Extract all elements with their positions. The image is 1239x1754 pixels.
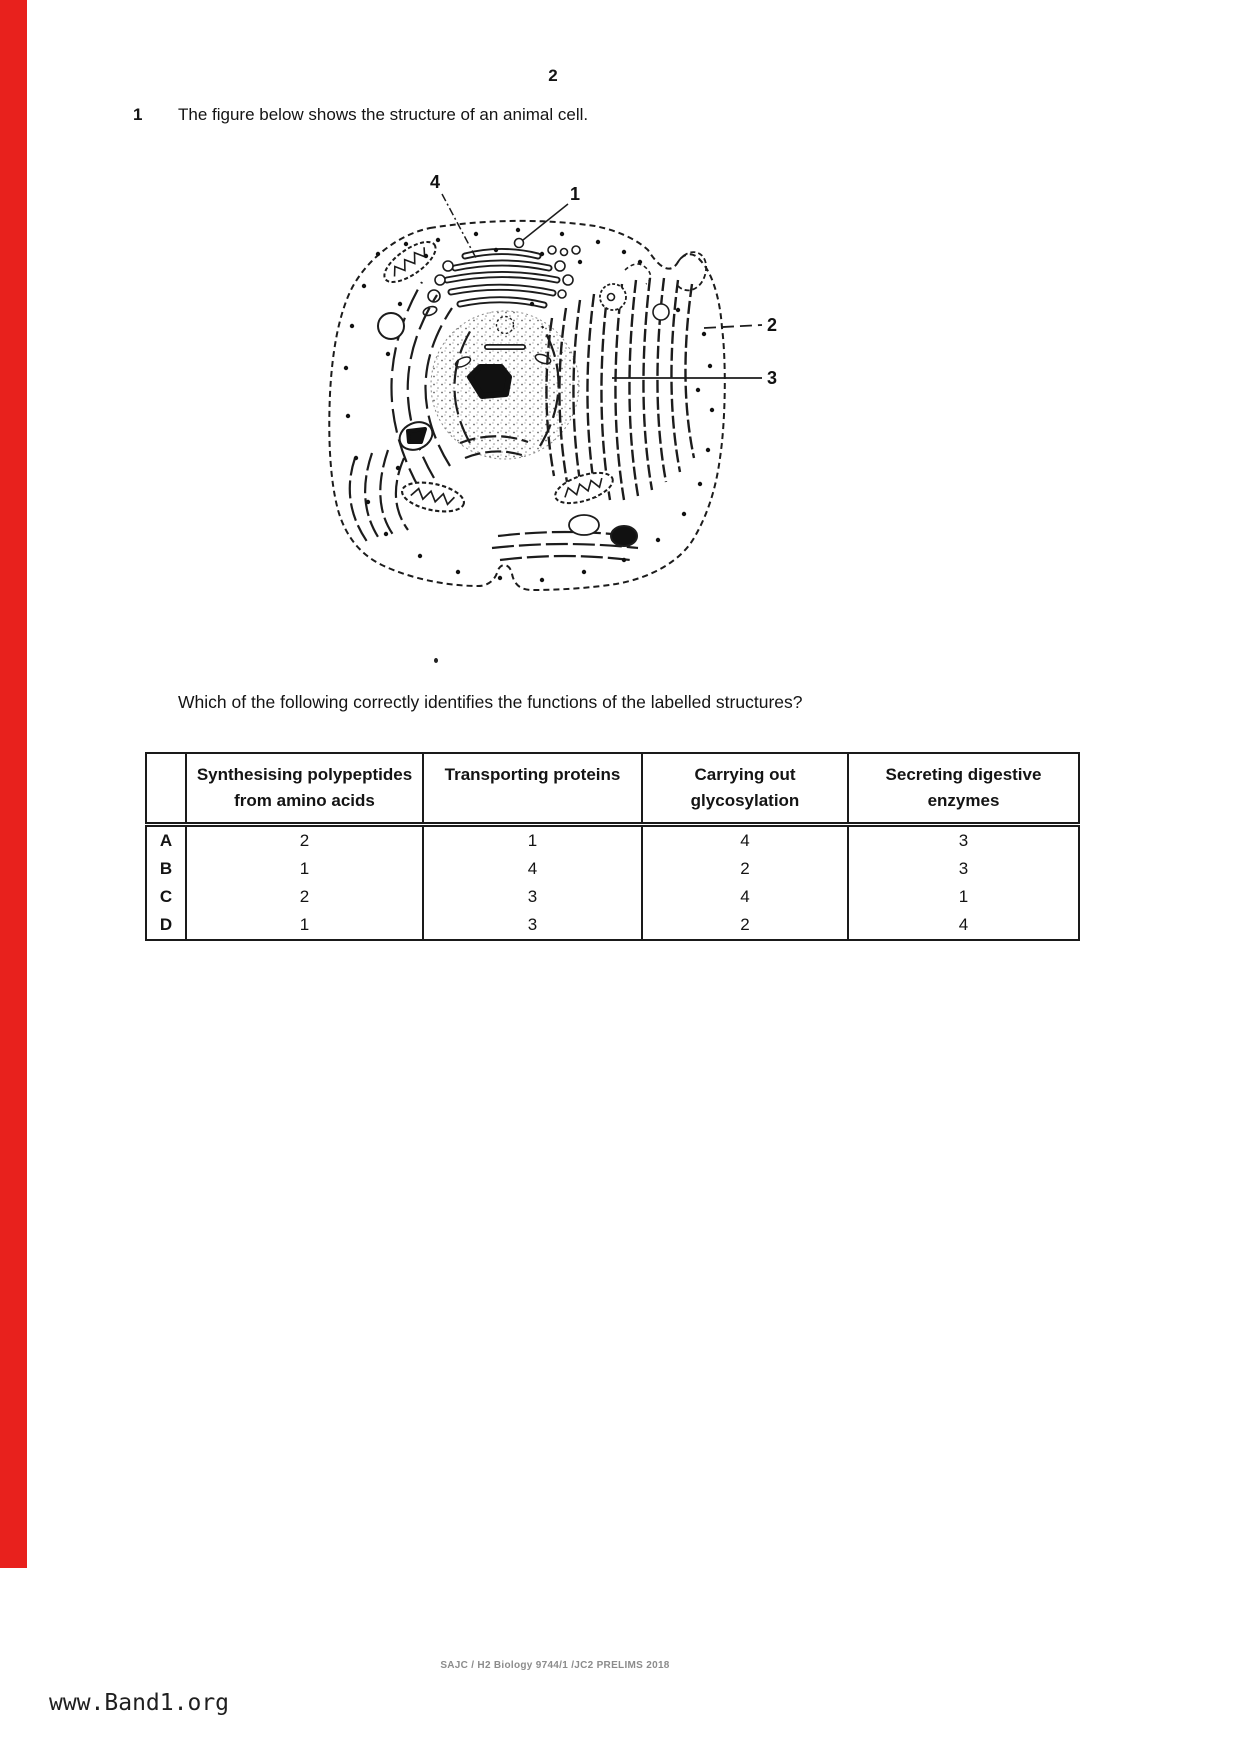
question-line (133, 105, 588, 125)
mitochondrion-bottom-left (399, 478, 466, 517)
label-er: 3 (767, 368, 778, 388)
option-row-c (146, 883, 1079, 911)
vacuole (569, 515, 599, 535)
header-row (146, 753, 1079, 825)
cell-value: 2 (186, 883, 423, 911)
col-header-transporting: Transporting proteins (423, 753, 642, 825)
question-number: 1 (133, 105, 143, 124)
cell-value: 4 (642, 825, 848, 856)
question-intro: The figure below shows the structure of an animal cell. (178, 105, 589, 124)
col-header-secreting: Secreting digestive enzymes (848, 753, 1079, 825)
cell-value: 1 (423, 825, 642, 856)
watermark-url: www.Band1.org (49, 1690, 230, 1716)
leader-line-4 (442, 194, 476, 258)
er-bottom-left (350, 450, 408, 543)
leader-line-2 (704, 325, 762, 328)
cell-value: 3 (423, 883, 642, 911)
cell-value: 2 (642, 911, 848, 940)
cell-value: 1 (186, 855, 423, 883)
option-letter: C (146, 883, 186, 911)
golgi-apparatus (447, 252, 557, 306)
cell-value: 3 (848, 825, 1079, 856)
cell-value: 4 (848, 911, 1079, 940)
option-letter: A (146, 825, 186, 856)
mitochondrion-bottom-right (552, 467, 617, 509)
option-row-d (146, 911, 1079, 940)
option-row-a (146, 825, 1079, 856)
col-header-glycosylation: Carrying out glycosylation (642, 753, 848, 825)
option-letter: B (146, 855, 186, 883)
mitochondrion-top-left (378, 235, 441, 290)
dark-granule (611, 526, 637, 546)
cell-value: 1 (186, 911, 423, 940)
ink-speck (434, 658, 438, 663)
question-prompt: Which of the following correctly identifies the functions of the labelled structures? (178, 692, 803, 712)
corner-cell (146, 753, 186, 825)
label-vesicle: 1 (569, 184, 581, 204)
label-golgi: 4 (429, 172, 441, 192)
cell-value: 4 (423, 855, 642, 883)
endosome (600, 284, 626, 310)
nucleolus (470, 367, 509, 396)
animal-cell-figure (280, 158, 790, 618)
option-letter: D (146, 911, 186, 940)
page-number: 2 (548, 66, 558, 85)
membrane-fold (625, 264, 651, 284)
cell-value: 2 (186, 825, 423, 856)
cell-value: 3 (848, 855, 1079, 883)
vesicle-top-left (378, 313, 404, 339)
cell-value: 3 (423, 911, 642, 940)
col-header-synthesising: Synthesising polypeptides from amino acids (186, 753, 423, 825)
cell-value: 2 (642, 855, 848, 883)
small-vesicle-right (653, 304, 669, 320)
red-edge-bar (0, 0, 27, 1568)
cell-value: 1 (848, 883, 1079, 911)
cell-value: 4 (642, 883, 848, 911)
label-membrane: 2 (767, 315, 778, 335)
footer-text: SAJC / H2 Biology 9744/1 /JC2 PRELIMS 2018 (440, 1660, 670, 1671)
option-row-b (146, 855, 1079, 883)
answer-options-table (145, 752, 1080, 941)
pinched-vesicle (515, 239, 524, 248)
